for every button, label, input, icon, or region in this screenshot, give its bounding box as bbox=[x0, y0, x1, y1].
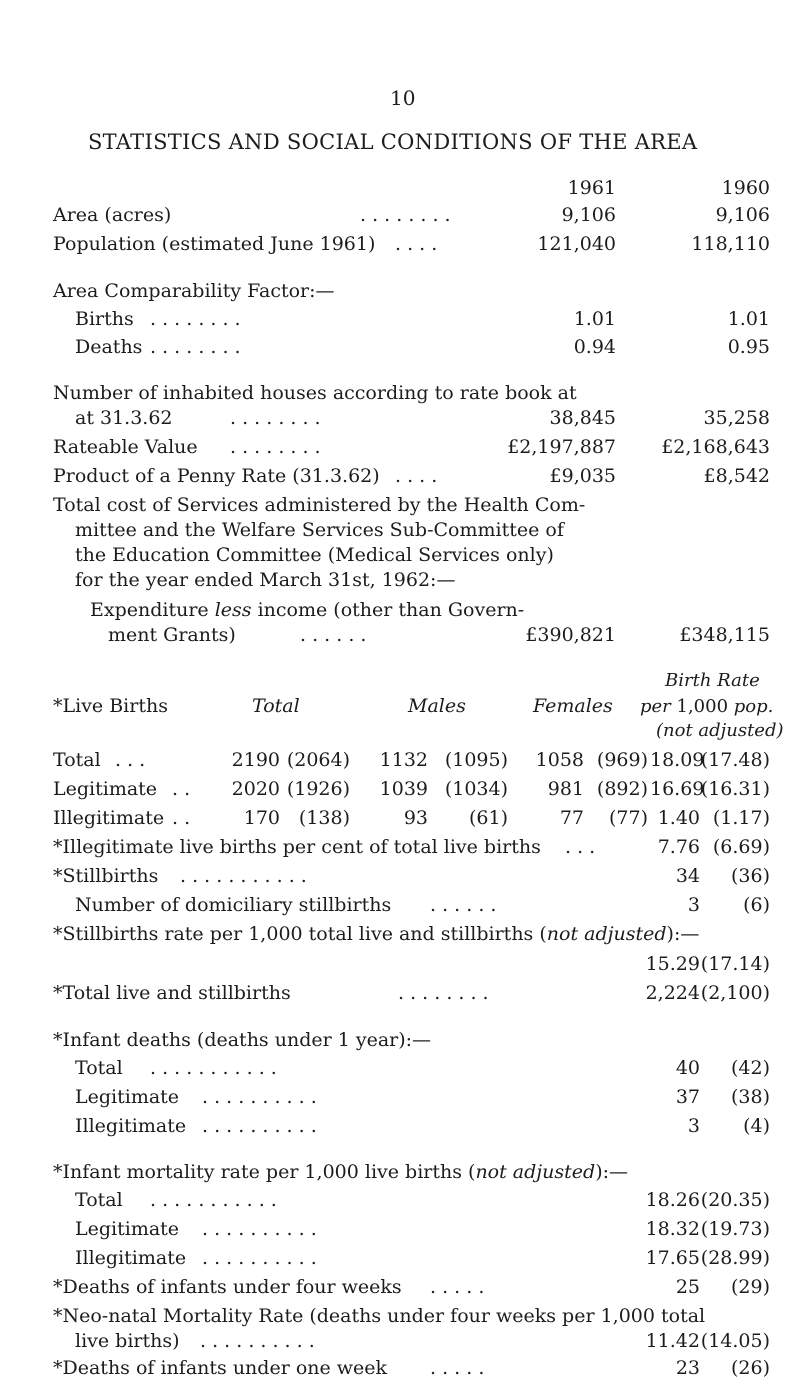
cost-text-line4: for the year ended March 31st, 1962:— bbox=[75, 569, 456, 591]
row-label: Total bbox=[53, 749, 101, 771]
neonatal-rate-prev: (14.05) bbox=[700, 1330, 770, 1352]
deaths-under-four-weeks-label: *Deaths of infants under four weeks bbox=[53, 1276, 402, 1298]
houses-value-1960: 35,258 bbox=[703, 407, 770, 429]
stillbirth-rate-prev: (17.14) bbox=[700, 953, 770, 975]
comparability-deaths-label: Deaths bbox=[75, 336, 143, 358]
birth-rate-per: per bbox=[640, 696, 671, 717]
row-label: Illegitimate bbox=[75, 1247, 187, 1269]
total-live-still-prev: (2,100) bbox=[700, 982, 770, 1004]
total-prev: (2064) bbox=[286, 749, 350, 771]
females-prev: (892) bbox=[596, 778, 648, 800]
row-prev: (20.35) bbox=[700, 1189, 770, 1211]
males-prev: (61) bbox=[468, 807, 508, 829]
birth-rate-header-line3: (not adjusted) bbox=[656, 720, 784, 741]
comparability-births-label: Births bbox=[75, 308, 134, 330]
deaths-under-four-weeks-dots: . . . . . bbox=[430, 1276, 485, 1298]
total-live-still-dots: . . . . . . . . bbox=[398, 982, 489, 1004]
infant-mortality-text-c: ):— bbox=[595, 1161, 629, 1183]
row-prev: (28.99) bbox=[700, 1247, 770, 1269]
neonatal-rate-line1: *Neo-natal Mortality Rate (deaths under four weeks per 1,000 total bbox=[53, 1305, 706, 1327]
total-header: Total bbox=[252, 695, 300, 717]
comparability-births-dots: . . . . . . . . bbox=[150, 308, 241, 330]
birth-rate-pop: pop. bbox=[733, 696, 774, 717]
stillbirths-dots: . . . . . . . . . . . bbox=[180, 865, 307, 887]
birth-rate-header-line1: Birth Rate bbox=[665, 670, 760, 691]
females-prev: (77) bbox=[608, 807, 648, 829]
infant-deaths-heading: *Infant deaths (deaths under 1 year):— bbox=[53, 1029, 432, 1051]
total-live-still-label: *Total live and stillbirths bbox=[53, 982, 291, 1004]
area-label: Area (acres) bbox=[53, 204, 172, 226]
row-value: 17.65 bbox=[645, 1247, 700, 1269]
deaths-under-four-weeks-value: 25 bbox=[675, 1276, 700, 1298]
females-value: 981 bbox=[547, 778, 584, 800]
rateable-value-label: Rateable Value bbox=[53, 436, 198, 458]
deaths-under-one-week-label: *Deaths of infants under one week bbox=[53, 1357, 388, 1379]
infant-mortality-heading bbox=[53, 1160, 628, 1184]
expenditure-line1 bbox=[90, 598, 524, 622]
stillbirths-prev: (36) bbox=[730, 865, 770, 887]
rate-prev: (1.17) bbox=[712, 807, 770, 829]
population-label: Population (estimated June 1961) bbox=[53, 233, 376, 255]
row-dots: . . . . . . . . . . . bbox=[150, 1189, 277, 1211]
population-leader-dots: . . . . bbox=[395, 233, 438, 255]
neonatal-rate-line2: live births) bbox=[75, 1330, 180, 1352]
stillbirth-rate-value: 15.29 bbox=[645, 953, 700, 975]
illegitimate-pct-value: 7.76 bbox=[657, 836, 700, 858]
expenditure-dots: . . . . . . bbox=[300, 624, 367, 646]
rate-value: 16.69 bbox=[650, 778, 705, 800]
row-label: Legitimate bbox=[75, 1086, 180, 1108]
deaths-under-one-week-value: 23 bbox=[675, 1357, 700, 1379]
comparability-births-1960: 1.01 bbox=[727, 308, 770, 330]
infant-mortality-not-adjusted: not adjusted bbox=[475, 1161, 596, 1183]
expenditure-text-c: income (other than Govern- bbox=[251, 599, 525, 621]
comparability-deaths-1961: 0.94 bbox=[573, 336, 616, 358]
males-prev: (1095) bbox=[444, 749, 508, 771]
rate-value: 1.40 bbox=[657, 807, 700, 829]
penny-rate-1961: £9,035 bbox=[549, 465, 616, 487]
males-value: 1132 bbox=[379, 749, 428, 771]
penny-rate-label: Product of a Penny Rate (31.3.62) bbox=[53, 465, 380, 487]
area-value-1961: 9,106 bbox=[561, 204, 616, 226]
rateable-value-1960: £2,168,643 bbox=[661, 436, 770, 458]
females-header: Females bbox=[533, 695, 613, 717]
row-label: Total bbox=[75, 1057, 123, 1079]
expenditure-1960: £348,115 bbox=[679, 624, 770, 646]
row-value: 18.26 bbox=[645, 1189, 700, 1211]
males-value: 93 bbox=[403, 807, 428, 829]
row-prev: (38) bbox=[730, 1086, 770, 1108]
stillbirth-rate-label bbox=[53, 922, 699, 946]
row-value: 40 bbox=[675, 1057, 700, 1079]
males-prev: (1034) bbox=[444, 778, 508, 800]
row-dots: . . bbox=[172, 778, 191, 800]
males-value: 1039 bbox=[379, 778, 428, 800]
illegitimate-pct-prev: (6.69) bbox=[712, 836, 770, 858]
total-value: 2020 bbox=[231, 778, 280, 800]
comparability-births-1961: 1.01 bbox=[573, 308, 616, 330]
birth-rate-header-line2 bbox=[640, 696, 773, 718]
domiciliary-stillbirths-dots: . . . . . . bbox=[430, 894, 497, 916]
row-label: Illegitimate bbox=[53, 807, 165, 829]
stillbirth-rate-text-a: *Stillbirths rate per 1,000 total live and stillbirths ( bbox=[53, 923, 547, 945]
page-title: STATISTICS AND SOCIAL CONDITIONS OF THE AREA bbox=[88, 130, 698, 154]
deaths-under-one-week-dots: . . . . . bbox=[430, 1357, 485, 1379]
area-leader-dots: . . . . . . . . bbox=[360, 204, 451, 226]
row-dots: . . . . . . . . . . bbox=[202, 1218, 317, 1240]
stillbirths-label: *Stillbirths bbox=[53, 865, 159, 887]
total-live-still-value: 2,224 bbox=[645, 982, 700, 1004]
houses-value-1961: 38,845 bbox=[549, 407, 616, 429]
rateable-value-1961: £2,197,887 bbox=[507, 436, 616, 458]
stillbirths-value: 34 bbox=[675, 865, 700, 887]
row-dots: . . . . . . . . . . bbox=[202, 1247, 317, 1269]
comparability-deaths-dots: . . . . . . . . bbox=[150, 336, 241, 358]
females-prev: (969) bbox=[596, 749, 648, 771]
cost-text-line3: the Education Committee (Medical Services only) bbox=[75, 544, 554, 566]
row-prev: (42) bbox=[730, 1057, 770, 1079]
row-value: 18.32 bbox=[645, 1218, 700, 1240]
expenditure-line2: ment Grants) bbox=[108, 624, 236, 646]
domiciliary-stillbirths-value: 3 bbox=[687, 894, 700, 916]
houses-label-line1: Number of inhabited houses according to rate book at bbox=[53, 382, 577, 404]
row-dots: . . . bbox=[115, 749, 146, 771]
row-label: Illegitimate bbox=[75, 1115, 187, 1137]
penny-rate-dots: . . . . bbox=[395, 465, 438, 487]
row-value: 3 bbox=[687, 1115, 700, 1137]
expenditure-text-less: less bbox=[214, 599, 252, 621]
neonatal-rate-value: 11.42 bbox=[645, 1330, 700, 1352]
year-header-1960: 1960 bbox=[721, 177, 770, 199]
total-value: 2190 bbox=[231, 749, 280, 771]
cost-text-line2: mittee and the Welfare Services Sub-Committee of bbox=[75, 519, 564, 541]
illegitimate-pct-label: *Illegitimate live births per cent of total live births bbox=[53, 836, 541, 858]
birth-rate-1000: 1,000 bbox=[670, 696, 734, 717]
area-value-1960: 9,106 bbox=[715, 204, 770, 226]
expenditure-text-a: Expenditure bbox=[90, 599, 215, 621]
row-label: Legitimate bbox=[53, 778, 158, 800]
penny-rate-1960: £8,542 bbox=[703, 465, 770, 487]
females-value: 77 bbox=[559, 807, 584, 829]
population-value-1960: 118,110 bbox=[691, 233, 770, 255]
population-value-1961: 121,040 bbox=[537, 233, 616, 255]
row-dots: . . . . . . . . . . . bbox=[150, 1057, 277, 1079]
comparability-heading: Area Comparability Factor:— bbox=[53, 280, 335, 302]
males-header: Males bbox=[408, 695, 466, 717]
stillbirth-rate-not-adjusted: not adjusted bbox=[546, 923, 667, 945]
page-number: 10 bbox=[390, 86, 416, 110]
deaths-under-four-weeks-prev: (29) bbox=[730, 1276, 770, 1298]
row-dots: . . bbox=[172, 807, 191, 829]
row-prev: (19.73) bbox=[700, 1218, 770, 1240]
expenditure-1961: £390,821 bbox=[525, 624, 616, 646]
cost-text-line1: Total cost of Services administered by the Health Com- bbox=[53, 494, 586, 516]
rate-value: 18.09 bbox=[650, 749, 705, 771]
row-label: Total bbox=[75, 1189, 123, 1211]
row-dots: . . . . . . . . . . bbox=[202, 1086, 317, 1108]
comparability-deaths-1960: 0.95 bbox=[727, 336, 770, 358]
rate-prev: (17.48) bbox=[700, 749, 770, 771]
row-label: Legitimate bbox=[75, 1218, 180, 1240]
live-births-header: *Live Births bbox=[53, 695, 168, 717]
row-prev: (4) bbox=[743, 1115, 770, 1137]
total-prev: (138) bbox=[298, 807, 350, 829]
year-header-1961: 1961 bbox=[567, 177, 616, 199]
illegitimate-pct-dots: . . . bbox=[565, 836, 596, 858]
infant-mortality-text-a: *Infant mortality rate per 1,000 live births ( bbox=[53, 1161, 476, 1183]
neonatal-rate-dots: . . . . . . . . . . bbox=[200, 1330, 315, 1352]
houses-leader-dots: . . . . . . . . bbox=[230, 407, 321, 429]
total-prev: (1926) bbox=[286, 778, 350, 800]
deaths-under-one-week-prev: (26) bbox=[730, 1357, 770, 1379]
females-value: 1058 bbox=[535, 749, 584, 771]
row-value: 37 bbox=[675, 1086, 700, 1108]
rate-prev: (16.31) bbox=[700, 778, 770, 800]
domiciliary-stillbirths-prev: (6) bbox=[743, 894, 770, 916]
total-value: 170 bbox=[243, 807, 280, 829]
rateable-value-dots: . . . . . . . . bbox=[230, 436, 321, 458]
row-dots: . . . . . . . . . . bbox=[202, 1115, 317, 1137]
stillbirth-rate-text-c: ):— bbox=[666, 923, 700, 945]
houses-label-line2: at 31.3.62 bbox=[75, 407, 173, 429]
domiciliary-stillbirths-label: Number of domiciliary stillbirths bbox=[75, 894, 392, 916]
